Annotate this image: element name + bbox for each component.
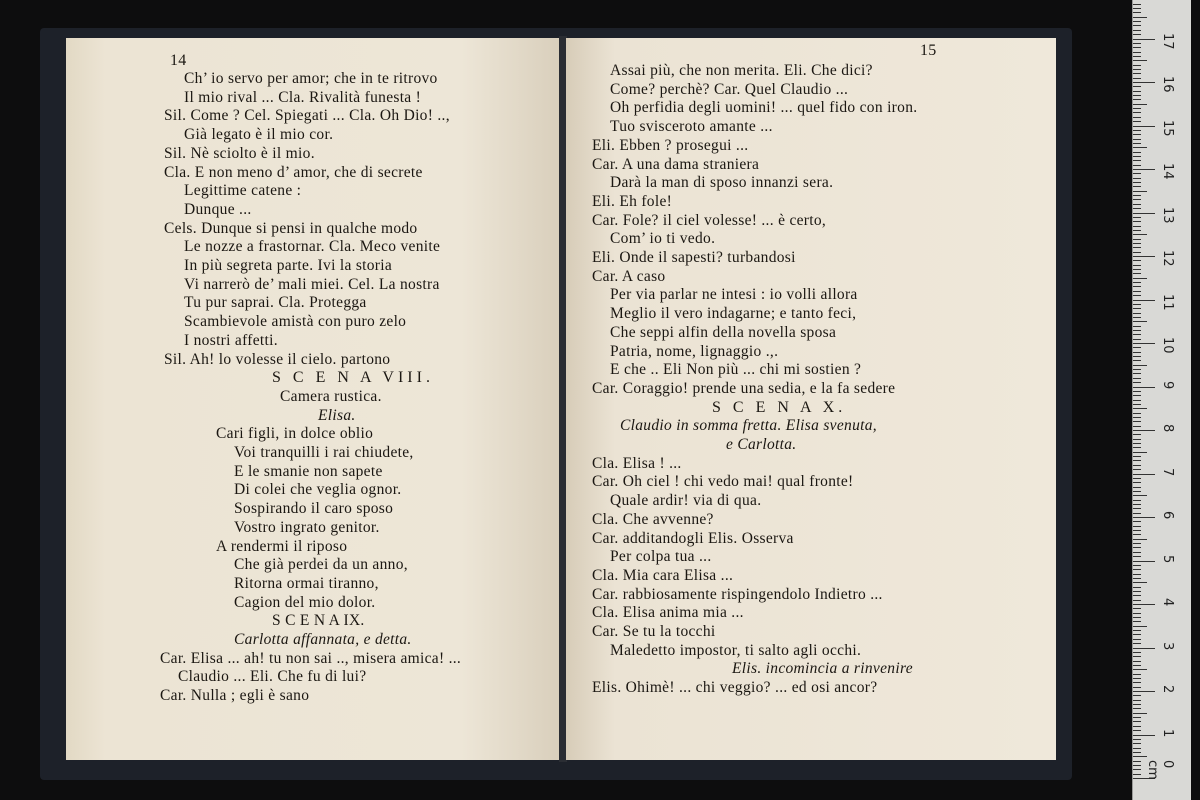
text-line: Sospirando il caro sposo (234, 500, 394, 518)
text-line: Claudio in somma fretta. Elisa svenuta, (620, 417, 877, 435)
ruler-tick (1133, 443, 1141, 444)
text-line: Per colpa tua ... (610, 548, 712, 566)
ruler-tick (1133, 356, 1141, 357)
text-line: Car. Nulla ; egli è sano (160, 687, 310, 705)
ruler-tick (1133, 439, 1141, 440)
ruler-tick (1133, 460, 1141, 461)
text-line: Elis. incomincia a rinvenire (732, 660, 913, 678)
ruler-tick (1133, 234, 1147, 235)
text-line: I nostri affetti. (184, 331, 278, 349)
ruler-tick (1133, 643, 1141, 644)
ruler-tick (1133, 739, 1141, 740)
ruler-tick (1133, 165, 1141, 166)
ruler-tick (1133, 630, 1141, 631)
ruler-number: 12 (1160, 250, 1175, 267)
ruler-number: 10 (1160, 337, 1175, 354)
ruler-tick (1133, 530, 1141, 531)
ruler-tick (1133, 474, 1155, 475)
ruler-tick (1133, 56, 1141, 57)
text-line: Sil. Come ? Cel. Spiegati ... Cla. Oh Dio! .., (164, 107, 450, 125)
text-line: Voi tranquilli i rai chiudete, (234, 444, 414, 461)
text-line: Eli. Eh fole! (592, 192, 673, 210)
ruler-number: 14 (1160, 163, 1175, 180)
ruler-tick (1133, 226, 1141, 227)
ruler-tick (1133, 748, 1141, 749)
ruler-tick (1133, 30, 1141, 31)
text-line: Come? perchè? Car. Quel Claudio ... (610, 80, 849, 98)
ruler-number: 11 (1160, 293, 1175, 311)
text-line: Ch’ io servo per amor; che in te ritrovo (184, 70, 438, 87)
ruler-tick (1133, 547, 1141, 548)
ruler-tick (1133, 265, 1141, 266)
text-line: Tuo svisceroto amante ... (610, 118, 773, 136)
ruler-tick (1133, 387, 1155, 388)
text-line: E che .. Eli Non più ... chi mi sostien ? (610, 361, 862, 379)
text-line: Eli. Ebben ? prosegui ... (592, 136, 749, 154)
ruler-tick (1133, 752, 1141, 753)
ruler-tick (1133, 700, 1141, 701)
ruler-tick (1133, 286, 1141, 287)
ruler-tick (1133, 156, 1141, 157)
text-line: Cla. Elisa anima mia ... (592, 604, 744, 622)
ruler-tick (1133, 213, 1155, 214)
ruler-tick (1133, 491, 1141, 492)
ruler-tick (1133, 582, 1147, 583)
ruler-tick (1133, 304, 1141, 305)
ruler-tick (1133, 765, 1141, 766)
right-page (566, 38, 1056, 760)
ruler-tick (1133, 182, 1141, 183)
ruler-tick (1133, 721, 1141, 722)
ruler-tick (1133, 221, 1141, 222)
ruler-tick (1133, 500, 1141, 501)
text-line: Car. Elisa ... ah! tu non sai .., misera amica! ... (160, 649, 462, 667)
ruler-tick (1133, 495, 1147, 496)
ruler-tick (1133, 191, 1147, 192)
ruler-tick (1133, 713, 1147, 714)
ruler-tick (1133, 126, 1155, 127)
text-line: S C E N A IX. (272, 612, 365, 630)
text-line: Cla. Elisa ! ... (592, 454, 682, 472)
ruler-tick (1133, 626, 1147, 627)
ruler-unit-label: 0 cm (1145, 760, 1175, 780)
ruler-tick (1133, 91, 1141, 92)
ruler-tick (1133, 60, 1147, 61)
text-line: S C E N A X. (712, 398, 847, 416)
ruler-tick (1133, 204, 1141, 205)
ruler-tick (1133, 195, 1141, 196)
ruler-tick (1133, 774, 1141, 775)
measuring-ruler (1132, 0, 1191, 800)
ruler-tick (1133, 517, 1155, 518)
ruler-number: 9 (1160, 380, 1175, 389)
ruler-tick (1133, 134, 1141, 135)
ruler-tick (1133, 369, 1141, 370)
ruler-tick (1133, 552, 1141, 553)
ruler-tick (1133, 143, 1141, 144)
ruler-tick (1133, 39, 1155, 40)
ruler-tick (1133, 678, 1141, 679)
ruler-tick (1133, 656, 1141, 657)
text-line: Cagion del mio dolor. (234, 593, 376, 611)
ruler-tick (1133, 326, 1141, 327)
text-line: Cla. Mia cara Elisa ... (592, 566, 734, 584)
ruler-tick (1133, 682, 1141, 683)
ruler-tick (1133, 334, 1141, 335)
ruler-tick (1133, 691, 1155, 692)
ruler-tick (1133, 282, 1141, 283)
text-line: Camera rustica. (280, 387, 382, 405)
text-line: Vi narrerò de’ mali miei. Cel. La nostra (184, 275, 440, 293)
ruler-number: 17 (1160, 32, 1175, 50)
ruler-number: 16 (1160, 76, 1175, 93)
ruler-tick (1133, 95, 1141, 96)
ruler-tick (1133, 595, 1141, 596)
text-line: Car. Coraggio! prende una sedia, e la fa sedere (592, 379, 896, 397)
ruler-tick (1133, 634, 1141, 635)
text-line: A rendermi il riposo (216, 537, 348, 555)
ruler-tick (1133, 704, 1141, 705)
text-line: Elisa. (318, 406, 356, 424)
text-line: E le smanie non sapete (234, 462, 383, 480)
ruler-tick (1133, 343, 1155, 344)
ruler-tick (1133, 639, 1141, 640)
ruler-tick (1133, 726, 1141, 727)
text-line: Vostro ingrato genitor. (234, 518, 380, 536)
ruler-tick (1133, 300, 1155, 301)
ruler-tick (1133, 104, 1147, 105)
ruler-tick (1133, 82, 1155, 83)
text-line: Cla. Che avvenne? (592, 510, 714, 528)
ruler-number: 2 (1160, 685, 1175, 694)
ruler-tick (1133, 482, 1141, 483)
ruler-tick (1133, 417, 1141, 418)
text-line: Car. A caso (592, 267, 666, 285)
ruler-tick (1133, 447, 1141, 448)
ruler-tick (1133, 147, 1147, 148)
text-line: S C E N A VIII. (272, 369, 434, 387)
ruler-tick (1133, 21, 1141, 22)
ruler-tick (1133, 400, 1141, 401)
ruler-tick (1133, 730, 1141, 731)
ruler-tick (1133, 561, 1155, 562)
ruler-number: 5 (1160, 554, 1175, 563)
left-page (66, 38, 560, 760)
text-line: Già legato è il mio cor. (184, 126, 334, 144)
ruler-tick (1133, 743, 1141, 744)
ruler-tick (1133, 160, 1141, 161)
ruler-number: 4 (1160, 598, 1175, 607)
ruler-tick (1133, 152, 1141, 153)
text-line: Per via parlar ne intesi : io volli allora (610, 286, 858, 304)
page-number: 14 (170, 52, 187, 69)
ruler-tick (1133, 117, 1141, 118)
ruler-tick (1133, 4, 1141, 5)
ruler-tick (1133, 395, 1141, 396)
ruler-tick (1133, 465, 1141, 466)
ruler-tick (1133, 574, 1141, 575)
ruler-tick (1133, 526, 1141, 527)
ruler-number: 13 (1160, 206, 1175, 224)
ruler-tick (1133, 130, 1141, 131)
ruler-tick (1133, 756, 1147, 757)
ruler-tick (1133, 108, 1141, 109)
ruler-tick (1133, 12, 1141, 13)
ruler-tick (1133, 508, 1141, 509)
ruler-tick (1133, 769, 1141, 770)
text-line: Darà la man di sposo innanzi sera. (610, 174, 834, 192)
text-line: Dunque ... (184, 200, 252, 218)
ruler-tick (1133, 199, 1141, 200)
ruler-tick (1133, 421, 1141, 422)
ruler-tick (1133, 695, 1141, 696)
ruler-tick (1133, 426, 1141, 427)
ruler-number: 6 (1160, 511, 1175, 520)
text-line: Elis. Ohimè! ... chi veggio? ... ed osi ancor? (592, 679, 878, 697)
ruler-tick (1133, 534, 1141, 535)
ruler-tick (1133, 621, 1141, 622)
ruler-tick (1133, 717, 1141, 718)
ruler-tick (1133, 735, 1155, 736)
ruler-tick (1133, 404, 1141, 405)
ruler-tick (1133, 86, 1141, 87)
ruler-tick (1133, 600, 1141, 601)
ruler-tick (1133, 652, 1141, 653)
ruler-tick (1133, 178, 1141, 179)
text-line: In più segreta parte. Ivi la storia (184, 257, 393, 274)
ruler-tick (1133, 52, 1141, 53)
text-line: Sil. Ah! lo volesse il cielo. partono (164, 350, 391, 368)
ruler-tick (1133, 413, 1141, 414)
ruler-tick (1133, 591, 1141, 592)
ruler-number: 15 (1160, 119, 1175, 137)
ruler-tick (1133, 247, 1141, 248)
ruler-tick (1133, 469, 1141, 470)
text-line: Cari figli, in dolce oblio (216, 425, 374, 443)
ruler-tick (1133, 708, 1141, 709)
ruler-tick (1133, 8, 1141, 9)
text-line: Claudio ... Eli. Che fu di lui? (178, 668, 367, 686)
ruler-tick (1133, 617, 1141, 618)
ruler-tick (1133, 273, 1141, 274)
ruler-tick (1133, 252, 1141, 253)
text-line: Assai più, che non merita. Eli. Che dici? (610, 62, 873, 79)
ruler-tick (1133, 239, 1141, 240)
ruler-tick (1133, 230, 1141, 231)
text-line: Di colei che veglia ognor. (234, 481, 402, 499)
ruler-tick (1133, 278, 1147, 279)
text-line: Cels. Dunque si pensi in qualche modo (164, 219, 418, 237)
text-line: e Carlotta. (726, 436, 797, 453)
ruler-tick (1133, 478, 1141, 479)
text-line: Eli. Onde il sapesti? turbandosi (592, 249, 796, 266)
ruler-tick (1133, 521, 1141, 522)
text-line: Patria, nome, lignaggio .,. (610, 342, 779, 360)
ruler-tick (1133, 556, 1141, 557)
ruler-tick (1133, 669, 1147, 670)
ruler-tick (1133, 382, 1141, 383)
ruler-tick (1133, 313, 1141, 314)
ruler-tick (1133, 78, 1141, 79)
ruler-tick (1133, 34, 1141, 35)
ruler-tick (1133, 543, 1141, 544)
ruler-tick (1133, 648, 1155, 649)
ruler-tick (1133, 65, 1141, 66)
ruler-tick (1133, 452, 1147, 453)
text-line: Car. additandogli Elis. Osserva (592, 529, 794, 547)
ruler-tick (1133, 243, 1141, 244)
ruler-tick (1133, 565, 1141, 566)
ruler-tick (1133, 487, 1141, 488)
ruler-tick (1133, 208, 1141, 209)
ruler-tick (1133, 321, 1147, 322)
text-line: Scambievole amistà con puro zelo (184, 313, 407, 331)
page-number: 15 (920, 42, 937, 59)
ruler-tick (1133, 169, 1155, 170)
text-line: Carlotta affannata, e detta. (234, 631, 412, 648)
ruler-tick (1133, 687, 1141, 688)
ruler-tick (1133, 352, 1141, 353)
ruler-tick (1133, 308, 1141, 309)
ruler-tick (1133, 69, 1141, 70)
ruler-tick (1133, 578, 1141, 579)
ruler-tick (1133, 373, 1141, 374)
ruler-tick (1133, 186, 1141, 187)
text-line: Il mio rival ... Cla. Rivalità funesta ! (184, 88, 422, 106)
ruler-tick (1133, 456, 1141, 457)
ruler-tick (1133, 269, 1141, 270)
text-line: Cla. E non meno d’ amor, che di secrete (164, 163, 423, 181)
ruler-tick (1133, 661, 1141, 662)
text-line: Car. Fole? il ciel volesse! ... è certo, (592, 211, 827, 229)
ruler-tick (1133, 121, 1141, 122)
ruler-tick (1133, 587, 1141, 588)
ruler-tick (1133, 17, 1147, 18)
ruler-number: 8 (1160, 424, 1175, 433)
ruler-tick (1133, 665, 1141, 666)
ruler-tick (1133, 391, 1141, 392)
ruler-tick (1133, 430, 1155, 431)
ruler-tick (1133, 99, 1141, 100)
text-line: Oh perfidia degli uomini! ... quel fido con iron. (610, 99, 918, 117)
ruler-tick (1133, 317, 1141, 318)
text-line: Che seppi alfin della novella sposa (610, 323, 837, 341)
ruler-tick (1133, 339, 1141, 340)
text-line: Meglio il vero indagarne; e tanto feci, (610, 305, 857, 323)
ruler-tick (1133, 47, 1141, 48)
ruler-tick (1133, 569, 1141, 570)
ruler-tick (1133, 360, 1141, 361)
ruler-tick (1133, 761, 1141, 762)
ruler-tick (1133, 139, 1141, 140)
text-line: Che già perdei da un anno, (234, 556, 408, 574)
ruler-tick (1133, 604, 1155, 605)
text-line: Le nozze a frastornar. Cla. Meco venite (184, 238, 441, 256)
ruler-tick (1133, 173, 1141, 174)
ruler-tick (1133, 295, 1141, 296)
text-line: Quale ardir! via di qua. (610, 492, 762, 510)
ruler-tick (1133, 256, 1155, 257)
ruler-tick (1133, 43, 1141, 44)
ruler-tick (1133, 25, 1141, 26)
ruler-tick (1133, 378, 1141, 379)
text-line: Car. Se tu la tocchi (592, 623, 716, 640)
text-line: Ritorna ormai tiranno, (234, 574, 379, 592)
ruler-tick (1133, 608, 1141, 609)
ruler-tick (1133, 260, 1141, 261)
ruler-tick (1133, 674, 1141, 675)
ruler-tick (1133, 291, 1141, 292)
text-line: Sil. Nè sciolto è il mio. (164, 144, 315, 162)
ruler-tick (1133, 504, 1141, 505)
ruler-tick (1133, 330, 1141, 331)
ruler-tick (1133, 217, 1141, 218)
ruler-tick (1133, 539, 1147, 540)
ruler-tick (1133, 513, 1141, 514)
ruler-tick (1133, 73, 1141, 74)
text-line: Com’ io ti vedo. (610, 230, 716, 248)
text-line: Legittime catene : (184, 182, 302, 200)
ruler-number: 3 (1160, 641, 1175, 650)
ruler-number: 7 (1160, 467, 1175, 476)
ruler-tick (1133, 112, 1141, 113)
ruler-tick (1133, 434, 1141, 435)
ruler-tick (1133, 365, 1147, 366)
text-line: Car. Oh ciel ! chi vedo mai! qual fronte! (592, 473, 854, 491)
text-line: Tu pur saprai. Cla. Protegga (184, 294, 367, 312)
ruler-tick (1133, 613, 1141, 614)
ruler-tick (1133, 347, 1141, 348)
ruler-number: 1 (1160, 728, 1175, 737)
text-line: Car. rabbiosamente rispingendolo Indietro ... (592, 585, 883, 603)
text-line: Car. A una dama straniera (592, 155, 760, 173)
text-line: Maledetto impostor, ti salto agli occhi. (610, 641, 862, 659)
ruler-tick (1133, 408, 1147, 409)
